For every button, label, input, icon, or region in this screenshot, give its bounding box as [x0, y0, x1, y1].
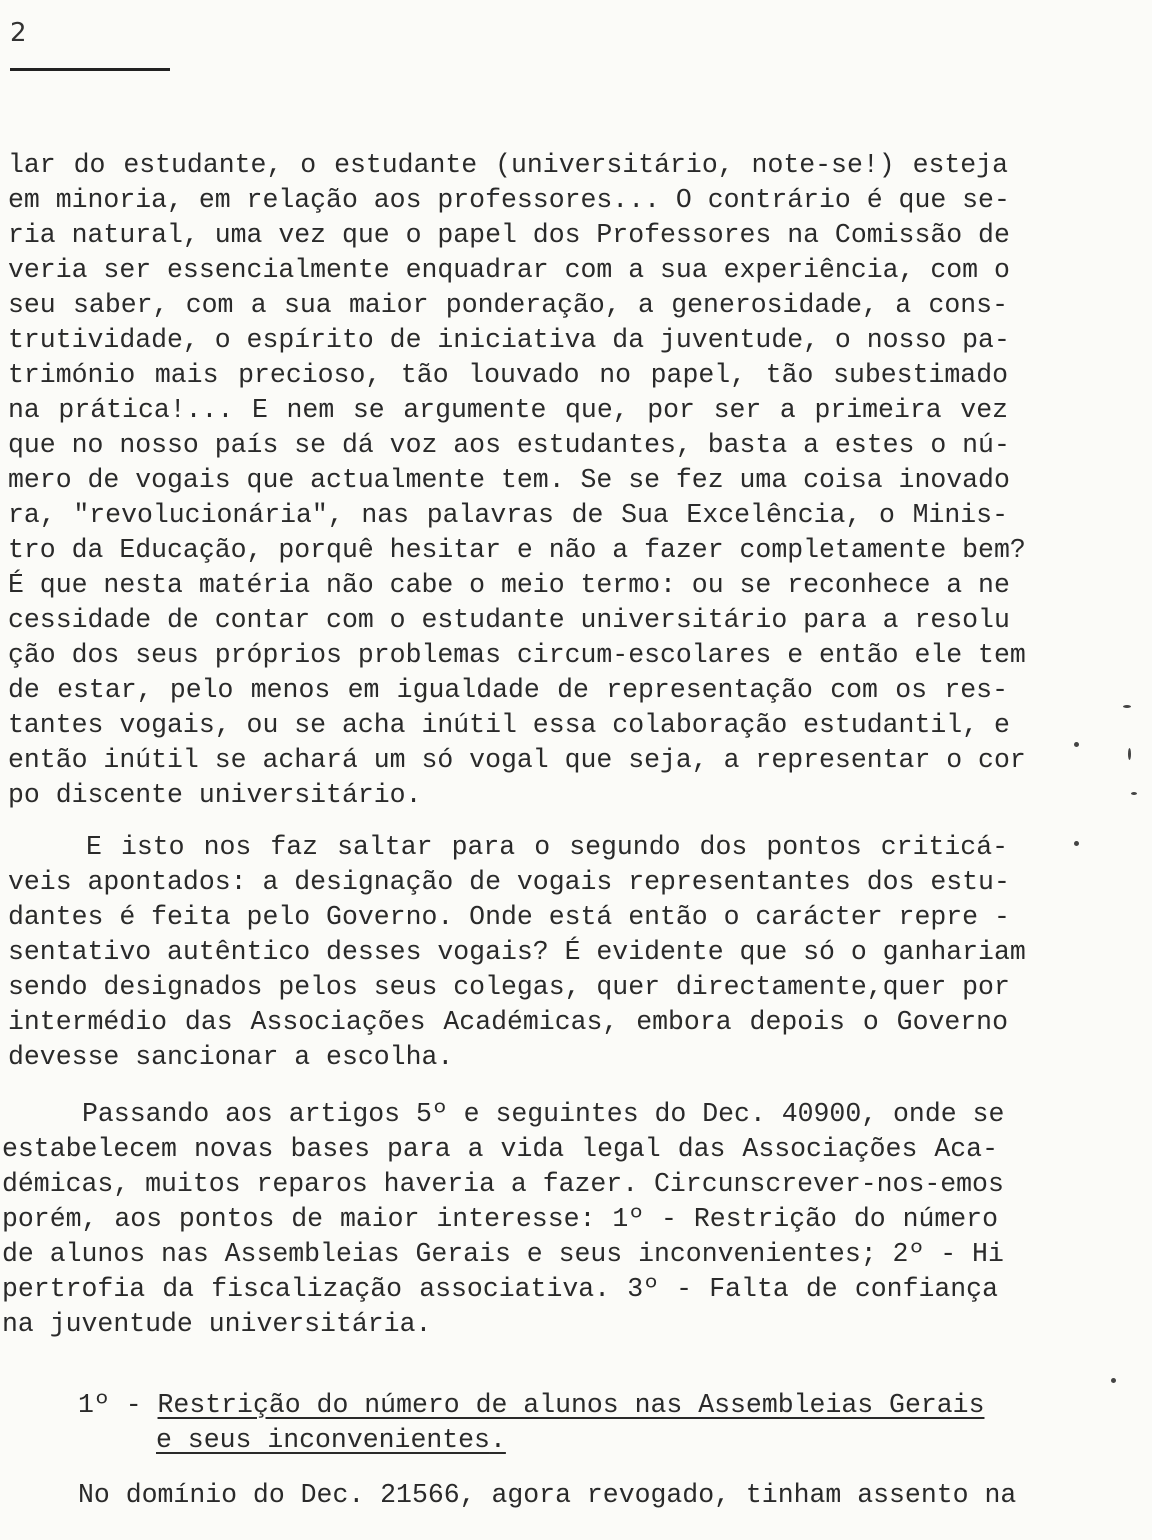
text-line: de alunos nas Assembleias Gerais e seus inconvenientes; 2º - Hi	[2, 1239, 1004, 1269]
text-line: sentativo autêntico desses vogais? É evidente que só o ganhariam	[8, 937, 1026, 967]
text-line: lar do estudante, o estudante (universitário, note-se!) esteja	[8, 150, 1008, 180]
text-line: tro da Educação, porquê hesitar e não a fazer completamente bem?	[8, 535, 1026, 565]
scan-speck	[1111, 1378, 1116, 1383]
text-line: tantes vogais, ou se acha inútil essa colaboração estudantil, e	[8, 710, 1010, 740]
text-line: po discente universitário.	[8, 780, 422, 810]
scan-speck	[1074, 742, 1079, 747]
section-heading-period: .	[489, 1425, 506, 1455]
text-line: que no nosso país se dá voz aos estudantes, basta a estes o nú-	[8, 430, 1010, 460]
section-heading-number: 1º -	[78, 1390, 142, 1420]
text-line: porém, aos pontos de maior interesse: 1º - Restrição do número	[2, 1204, 998, 1234]
text-line: em minoria, em relação aos professores... O contrário é que se-	[8, 185, 1010, 215]
text-line: seu saber, com a sua maior ponderação, a generosidade, a cons-	[8, 290, 1008, 320]
text-line: então inútil se achará um só vogal que seja, a representar o cor	[8, 745, 1026, 775]
text-line: pertrofia da fiscalização associativa. 3º - Falta de confiança	[2, 1274, 998, 1304]
text-line: ção dos seus próprios problemas circum-escolares e então ele tem	[8, 640, 1026, 670]
scan-speck	[1074, 841, 1079, 846]
text-line: na juventude universitária.	[2, 1309, 432, 1339]
text-line: trimónio mais precioso, tão louvado no papel, tão subestimado	[8, 360, 1008, 390]
text-line: dantes é feita pelo Governo. Onde está então o carácter repre -	[8, 902, 1010, 932]
text-line: veria ser essencialmente enquadrar com a sua experiência, com o	[8, 255, 1010, 285]
text-line: na prática!... E nem se argumente que, por ser a primeira vez	[8, 395, 1008, 425]
scan-speck	[1128, 748, 1131, 760]
text-line: ria natural, uma vez que o papel dos Professores na Comissão de	[8, 220, 1010, 250]
text-line: trutividade, o espírito de iniciativa da juventude, o nosso pa-	[8, 325, 1010, 355]
text-line: ra, "revolucionária", nas palavras de Sua Excelência, o Minis-	[8, 500, 1008, 530]
section-heading-title: Restrição do número de alunos nas Assembleias Gerais	[157, 1390, 985, 1420]
text-line: veis apontados: a designação de vogais representantes dos estu-	[8, 867, 1010, 897]
scan-speck	[1131, 792, 1137, 795]
text-line: Passando aos artigos 5º e seguintes do Dec. 40900, onde se	[82, 1099, 1005, 1129]
text-line: mero de vogais que actualmente tem. Se se fez uma coisa inovado	[8, 465, 1010, 495]
scan-speck	[1123, 705, 1131, 708]
text-line: E isto nos faz saltar para o segundo dos pontos criticá-	[86, 832, 1008, 862]
text-line: No domínio do Dec. 21566, agora revogado, tinham assento na	[78, 1480, 1017, 1510]
text-line: cessidade de contar com o estudante universitário para a resolu	[8, 605, 1010, 635]
text-line: démicas, muitos reparos haveria a fazer. Circunscrever-nos-emos	[2, 1169, 1004, 1199]
text-line: sendo designados pelos seus colegas, quer directamente,quer por	[8, 972, 1010, 1002]
text-line: estabelecem novas bases para a vida legal das Associações Aca-	[2, 1134, 998, 1164]
text-line: intermédio das Associações Académicas, embora depois o Governo	[8, 1007, 1008, 1037]
section-heading-title-continued: e seus inconvenientes	[156, 1425, 490, 1455]
page-number: 2	[10, 18, 27, 48]
text-line: de estar, pelo menos em igualdade de representação com os res-	[8, 675, 1008, 705]
page-number-rule	[10, 68, 170, 71]
text-line: É que nesta matéria não cabe o meio termo: ou se reconhece a ne	[8, 570, 1010, 600]
text-line: devesse sancionar a escolha.	[8, 1042, 454, 1072]
